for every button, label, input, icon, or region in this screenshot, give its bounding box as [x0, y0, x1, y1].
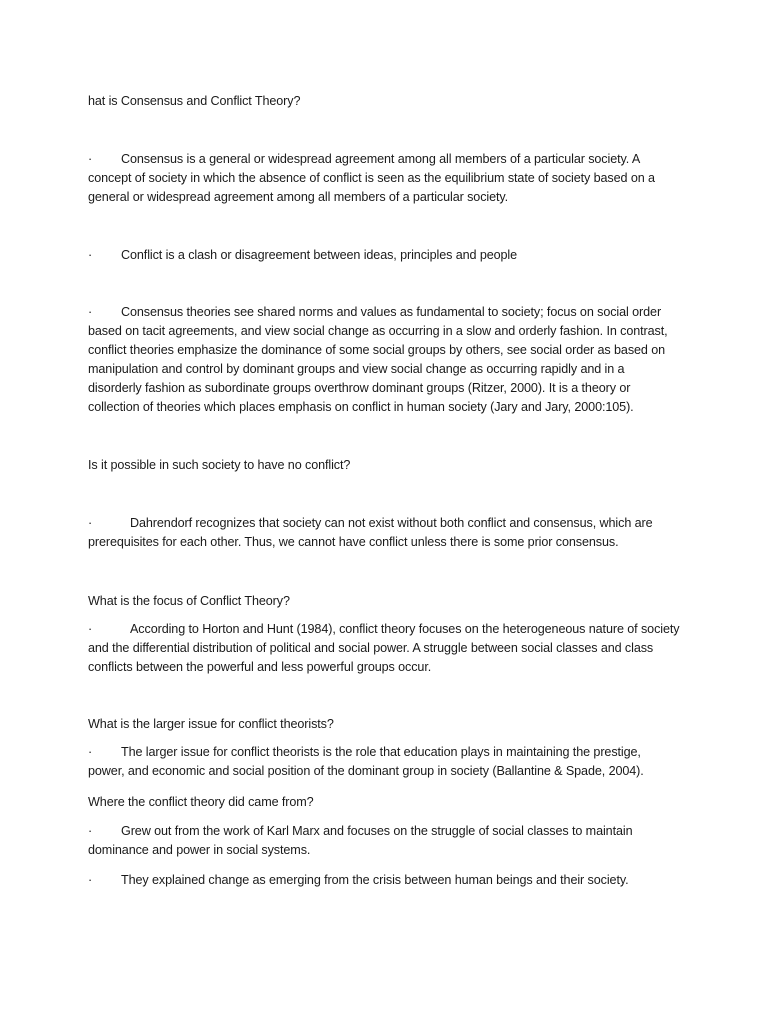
- paragraph-education-role: [88, 743, 680, 781]
- paragraph-conflict-definition: [88, 246, 680, 265]
- heading-larger-issue: What is the larger issue for conflict theorists?: [88, 717, 334, 731]
- bullet-symbol: ·: [88, 824, 93, 838]
- paragraph-text: The larger issue for conflict theorists is the role that education plays in maintaining the prestige, power, and economic and social position of the dominant group in society (Ballantine & Spade, 2004).: [88, 745, 644, 778]
- paragraph-text: Dahrendorf recognizes that society can not exist without both conflict and consensus, which are prerequisites for each other. Thus, we cannot have conflict unless there is some prior consensus.: [88, 516, 653, 549]
- bullet-symbol: ·: [88, 248, 93, 262]
- bullet-symbol: ·: [88, 745, 93, 759]
- paragraph-text: They explained change as emerging from the crisis between human beings and their society.: [121, 873, 629, 887]
- paragraph-change-explained: [88, 871, 680, 890]
- paragraph-text: According to Horton and Hunt (1984), conflict theory focuses on the heterogeneous nature of society and the differential distribution of political and social power. A struggle between social classes and class conflicts between the powerful and less powerful groups occur.: [88, 622, 680, 674]
- paragraph-consensus-theories: [88, 303, 680, 417]
- paragraph-text: Consensus is a general or widespread agreement among all members of a particular society. A concept of society in which the absence of conflict is seen as the equilibrium state of society based on a general or widespread agreement among all members of a particular society.: [88, 152, 655, 204]
- paragraph-text: Conflict is a clash or disagreement between ideas, principles and people: [121, 248, 518, 262]
- paragraph-text: Grew out from the work of Karl Marx and focuses on the struggle of social classes to maintain dominance and power in social systems.: [88, 824, 633, 857]
- paragraph-horton-hunt: [88, 620, 680, 677]
- paragraph-karl-marx: [88, 822, 680, 860]
- bullet-symbol: ·: [88, 516, 93, 530]
- bullet-symbol: ·: [88, 305, 93, 319]
- heading-origin-of-conflict-theory: Where the conflict theory did came from?: [88, 795, 314, 809]
- paragraph-text: Consensus theories see shared norms and values as fundamental to society; focus on social order based on tacit agreements, and view social change as occurring in a slow and orderly fashion. In contrast, conflict theories emphasize the dominance of some social groups by others, see social order as based on manipulation and control by dominant groups and view social change as occurring rapidly and in a disorderly fashion as subordinate groups overthrow dominant groups (Ritzer, 2000). It is a theory or collection of theories which places emphasis on conflict in human society (Jary and Jary, 2000:105).: [88, 305, 668, 414]
- heading-no-conflict-question: Is it possible in such society to have no conflict?: [88, 458, 351, 472]
- heading-focus-of-conflict-theory: What is the focus of Conflict Theory?: [88, 594, 290, 608]
- paragraph-dahrendorf: [88, 514, 680, 552]
- bullet-symbol: ·: [88, 873, 93, 887]
- heading-consensus-conflict: hat is Consensus and Conflict Theory?: [88, 94, 301, 108]
- bullet-symbol: ·: [88, 152, 93, 166]
- paragraph-consensus-definition: [88, 150, 680, 207]
- bullet-symbol: ·: [88, 622, 93, 636]
